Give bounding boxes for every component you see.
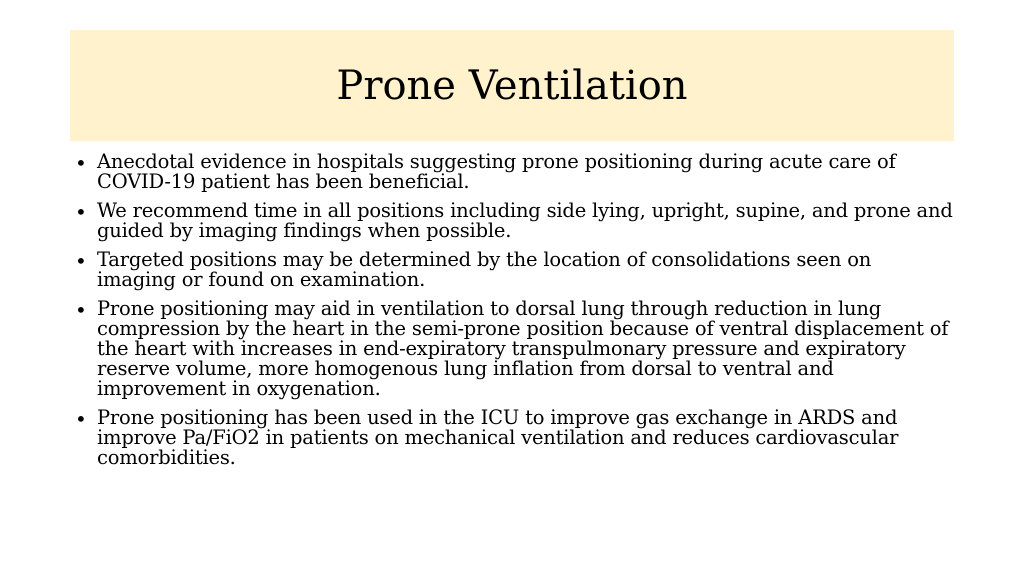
- bullet-list: [75, 152, 955, 477]
- title-band: [70, 30, 954, 141]
- bullet-icon: •: [75, 249, 87, 273]
- bullet-text: Anecdotal evidence in hospitals suggesting prone positioning during acute care of COVID-19 patient has been beneficial.: [97, 150, 896, 193]
- bullet-icon: •: [75, 298, 87, 322]
- bullet-text: Targeted positions may be determined by the location of consolidations seen on imaging or found on examination.: [97, 248, 872, 291]
- bullet-icon: •: [75, 200, 87, 224]
- bullet-text: Prone positioning may aid in ventilation to dorsal lung through reduction in lung compression by the heart in the semi-prone position because of ventral displacement of the heart with increases in end-expiratory transpulmonary pressure and expiratory reserve volume, more homogenous lung inflation from dorsal to ventral and improvement in oxygenation.: [97, 297, 949, 400]
- bullet-icon: •: [75, 151, 87, 175]
- bullet-text: Prone positioning has been used in the ICU to improve gas exchange in ARDS and improve Pa/FiO2 in patients on mechanical ventilation and reduces cardiovascular comorbidities.: [97, 406, 899, 469]
- bullet-item: [75, 201, 955, 241]
- bullet-item: [75, 408, 955, 468]
- slide-title: Prone Ventilation: [336, 62, 688, 109]
- bullet-item: [75, 250, 955, 290]
- bullet-text: We recommend time in all positions including side lying, upright, supine, and prone and guided by imaging findings when possible.: [97, 199, 953, 242]
- bullet-item: [75, 299, 955, 399]
- bullet-icon: •: [75, 407, 87, 431]
- bullet-item: [75, 152, 955, 192]
